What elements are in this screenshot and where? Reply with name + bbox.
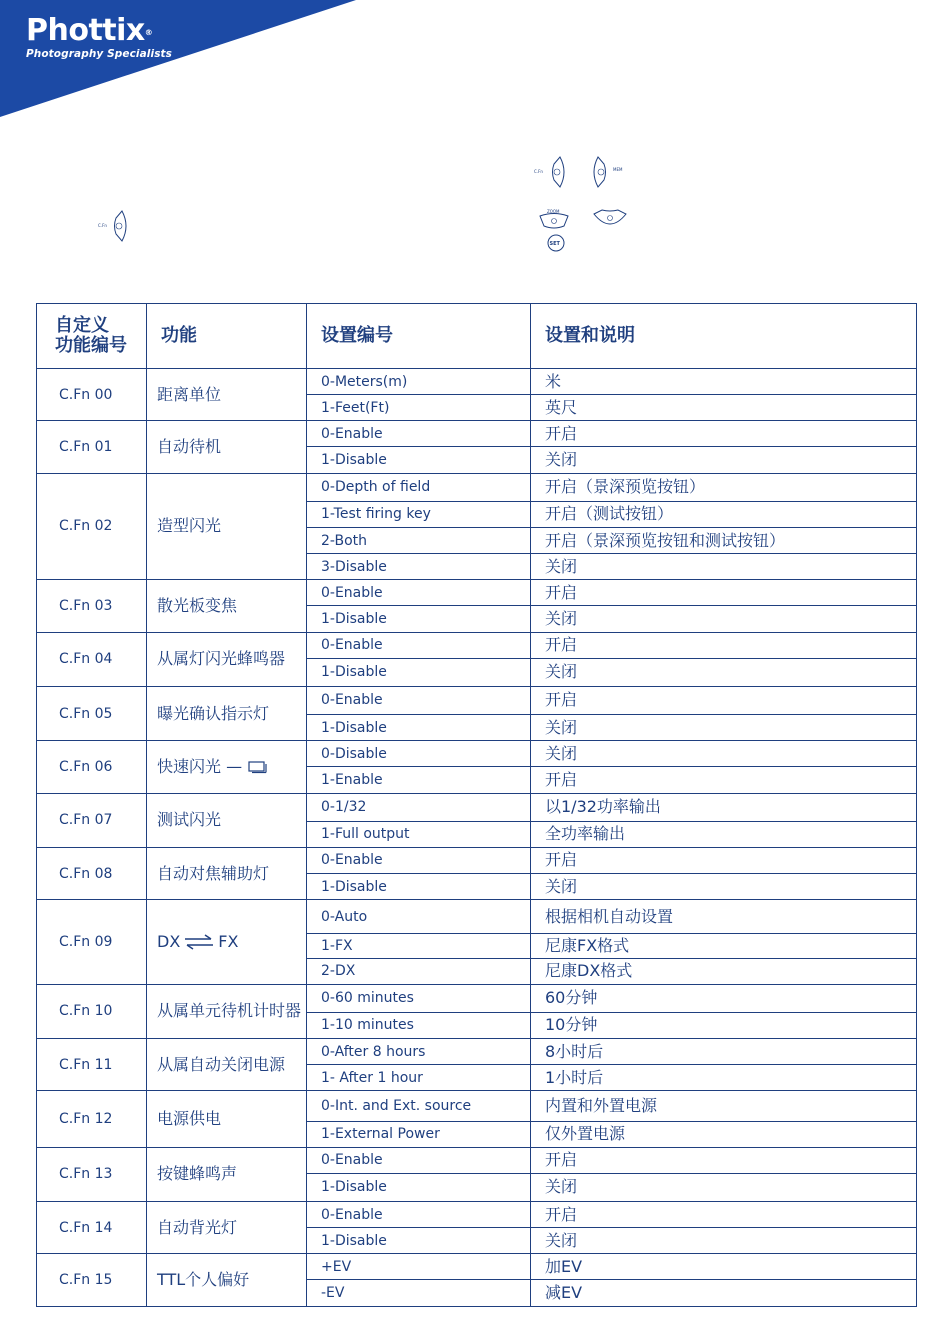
- setting-value: 1-Disable: [307, 658, 531, 686]
- table-row: [37, 1202, 917, 1228]
- setting-description: 关闭: [531, 1173, 917, 1201]
- table-row: [37, 632, 917, 658]
- setting-description: 关闭: [531, 874, 917, 900]
- table-header-row: [37, 304, 917, 369]
- header-function-number: 自定义 功能编号: [37, 304, 147, 369]
- cfn-button-left-icon: [96, 206, 136, 246]
- setting-value: 0-Auto: [307, 900, 531, 934]
- setting-description: 加EV: [531, 1254, 917, 1280]
- function-name-text: 快速闪光 —: [157, 756, 243, 776]
- setting-value: 0-60 minutes: [307, 984, 531, 1012]
- function-name-text: 造型闪光: [157, 516, 222, 536]
- setting-value: 1-Disable: [307, 1173, 531, 1201]
- setting-value: 0-Enable: [307, 1202, 531, 1228]
- setting-description: 关闭: [531, 658, 917, 686]
- setting-description: 开启: [531, 686, 917, 714]
- function-name-text: 散光板变焦: [157, 595, 238, 615]
- setting-value: 0-Enable: [307, 580, 531, 606]
- setting-value: 0-Enable: [307, 421, 531, 447]
- function-name-text: 自动待机: [157, 436, 222, 456]
- header-setting-description: 设置和说明: [531, 304, 917, 369]
- cfn-button-icon: [532, 154, 572, 194]
- table-row: [37, 1147, 917, 1173]
- setting-description: 开启: [531, 580, 917, 606]
- function-name-text: 曝光确认指示灯: [157, 703, 270, 723]
- function-name-text: 从属自动关闭电源: [157, 1054, 286, 1074]
- setting-value: 1-Full output: [307, 821, 531, 847]
- flash-screen-icon: [248, 760, 268, 774]
- function-name: [147, 741, 307, 793]
- function-name-text: 从属单元待机计时器: [157, 1001, 302, 1021]
- zoom-label: ZOOM: [547, 209, 560, 214]
- function-code: C.Fn 12: [37, 1091, 147, 1147]
- setting-description: 尼康DX格式: [531, 958, 917, 984]
- cfn-button-left-label: C.Fn: [98, 223, 107, 228]
- function-name: [147, 847, 307, 899]
- function-code: C.Fn 04: [37, 632, 147, 686]
- function-name-text: 从属灯闪光蜂鸣器: [157, 649, 286, 669]
- function-name: [147, 793, 307, 847]
- setting-description: 开启: [531, 847, 917, 873]
- setting-description: 开启: [531, 767, 917, 793]
- down-button-icon: [590, 206, 634, 236]
- function-name-text: 自动对焦辅助灯: [157, 863, 270, 883]
- setting-value: 3-Disable: [307, 554, 531, 580]
- table-row: [37, 900, 917, 934]
- function-code: C.Fn 15: [37, 1254, 147, 1307]
- function-code: C.Fn 00: [37, 369, 147, 421]
- setting-value: 1-External Power: [307, 1121, 531, 1147]
- setting-description: 关闭: [531, 606, 917, 632]
- function-name: [147, 369, 307, 421]
- table-row: [37, 1039, 917, 1065]
- function-name: [147, 1202, 307, 1254]
- function-name: [147, 1039, 307, 1091]
- setting-description: 关闭: [531, 741, 917, 767]
- setting-description: 开启: [531, 421, 917, 447]
- setting-description: 8小时后: [531, 1039, 917, 1065]
- setting-value: 1-Disable: [307, 874, 531, 900]
- registered-mark: ®: [144, 28, 153, 37]
- setting-description: 全功率输出: [531, 821, 917, 847]
- brand-tagline: Photography Specialists: [26, 48, 173, 60]
- setting-value: 2-Both: [307, 527, 531, 553]
- setting-value: 0-Disable: [307, 741, 531, 767]
- function-name: [147, 580, 307, 632]
- function-name: [147, 1254, 307, 1307]
- set-label: SET: [549, 241, 560, 247]
- setting-value: 0-Int. and Ext. source: [307, 1091, 531, 1121]
- function-code: C.Fn 09: [37, 900, 147, 985]
- setting-description: 减EV: [531, 1280, 917, 1307]
- function-code: C.Fn 07: [37, 793, 147, 847]
- table-body: [37, 369, 917, 1307]
- setting-description: 开启: [531, 1202, 917, 1228]
- table-row: [37, 1254, 917, 1280]
- mem-button-label: MEM: [613, 167, 623, 172]
- setting-value: 0-1/32: [307, 793, 531, 821]
- table-row: [37, 369, 917, 395]
- setting-value: 1-Feet(Ft): [307, 395, 531, 421]
- setting-value: 1-Disable: [307, 1228, 531, 1254]
- function-code: C.Fn 03: [37, 580, 147, 632]
- setting-value: 0-After 8 hours: [307, 1039, 531, 1065]
- setting-value: 0-Enable: [307, 686, 531, 714]
- table-row: [37, 984, 917, 1012]
- setting-description: 以1/32功率输出: [531, 793, 917, 821]
- setting-value: 1-10 minutes: [307, 1012, 531, 1038]
- setting-description: 关闭: [531, 715, 917, 741]
- setting-value: 2-DX: [307, 958, 531, 984]
- setting-description: 开启（测试按钮）: [531, 501, 917, 527]
- setting-description: 根据相机自动设置: [531, 900, 917, 934]
- setting-value: 0-Depth of field: [307, 473, 531, 501]
- function-name: [147, 632, 307, 686]
- function-code: C.Fn 13: [37, 1147, 147, 1201]
- function-code: C.Fn 05: [37, 686, 147, 740]
- zoom-set-button-icon: [534, 206, 578, 254]
- function-name: [147, 421, 307, 473]
- setting-description: 10分钟: [531, 1012, 917, 1038]
- brand-name: [26, 14, 172, 48]
- table-row: [37, 686, 917, 714]
- table-row: [37, 793, 917, 821]
- function-code: C.Fn 08: [37, 847, 147, 899]
- function-name-text: DX: [157, 931, 181, 951]
- mem-button-icon: [590, 154, 630, 194]
- function-code: C.Fn 10: [37, 984, 147, 1038]
- setting-value: 0-Enable: [307, 847, 531, 873]
- custom-function-table: [36, 303, 917, 1307]
- function-name-text: 测试闪光: [157, 810, 222, 830]
- table-row: [37, 847, 917, 873]
- function-name: [147, 1147, 307, 1201]
- function-name: [147, 900, 307, 985]
- header-function: 功能: [147, 304, 307, 369]
- table-row: [37, 421, 917, 447]
- function-code: C.Fn 06: [37, 741, 147, 793]
- setting-description: 英尺: [531, 395, 917, 421]
- function-name-text: 距离单位: [157, 384, 222, 404]
- setting-value: 1-Disable: [307, 715, 531, 741]
- cfn-button-label: C.Fn: [534, 169, 543, 174]
- setting-description: 关闭: [531, 447, 917, 473]
- setting-value: 1-Disable: [307, 606, 531, 632]
- setting-description: 开启（景深预览按钮和测试按钮）: [531, 527, 917, 553]
- header-setting-number: 设置编号: [307, 304, 531, 369]
- swap-arrows-icon: [183, 934, 215, 950]
- brand-name-text: Phottix: [26, 13, 145, 48]
- setting-value: 1-Test firing key: [307, 501, 531, 527]
- setting-description: 开启: [531, 1147, 917, 1173]
- function-name-text: TTL个人偏好: [157, 1270, 250, 1290]
- setting-description: 关闭: [531, 1228, 917, 1254]
- function-code: C.Fn 14: [37, 1202, 147, 1254]
- table-row: [37, 580, 917, 606]
- setting-description: 尼康FX格式: [531, 934, 917, 958]
- setting-value: 1- After 1 hour: [307, 1065, 531, 1091]
- setting-description: 仅外置电源: [531, 1121, 917, 1147]
- function-name: [147, 686, 307, 740]
- setting-value: 1-FX: [307, 934, 531, 958]
- setting-value: 0-Meters(m): [307, 369, 531, 395]
- setting-description: 60分钟: [531, 984, 917, 1012]
- brand-logo: [26, 14, 172, 60]
- setting-value: +EV: [307, 1254, 531, 1280]
- setting-value: 0-Enable: [307, 632, 531, 658]
- function-name: [147, 1091, 307, 1147]
- setting-value: 0-Enable: [307, 1147, 531, 1173]
- function-name-right: FX: [218, 931, 239, 951]
- function-name-text: 按键蜂鸣声: [157, 1164, 238, 1184]
- function-code: C.Fn 01: [37, 421, 147, 473]
- function-code: C.Fn 02: [37, 473, 147, 580]
- setting-description: 1小时后: [531, 1065, 917, 1091]
- function-name-text: 电源供电: [157, 1109, 222, 1129]
- table-row: [37, 741, 917, 767]
- setting-description: 关闭: [531, 554, 917, 580]
- function-name: [147, 984, 307, 1038]
- setting-value: 1-Disable: [307, 447, 531, 473]
- setting-description: 内置和外置电源: [531, 1091, 917, 1121]
- setting-description: 开启: [531, 632, 917, 658]
- function-name: [147, 473, 307, 580]
- setting-value: 1-Enable: [307, 767, 531, 793]
- setting-description: 开启（景深预览按钮）: [531, 473, 917, 501]
- setting-description: 米: [531, 369, 917, 395]
- function-name-text: 自动背光灯: [157, 1217, 238, 1237]
- function-code: C.Fn 11: [37, 1039, 147, 1091]
- setting-value: -EV: [307, 1280, 531, 1307]
- table-row: [37, 1091, 917, 1121]
- table-row: [37, 473, 917, 501]
